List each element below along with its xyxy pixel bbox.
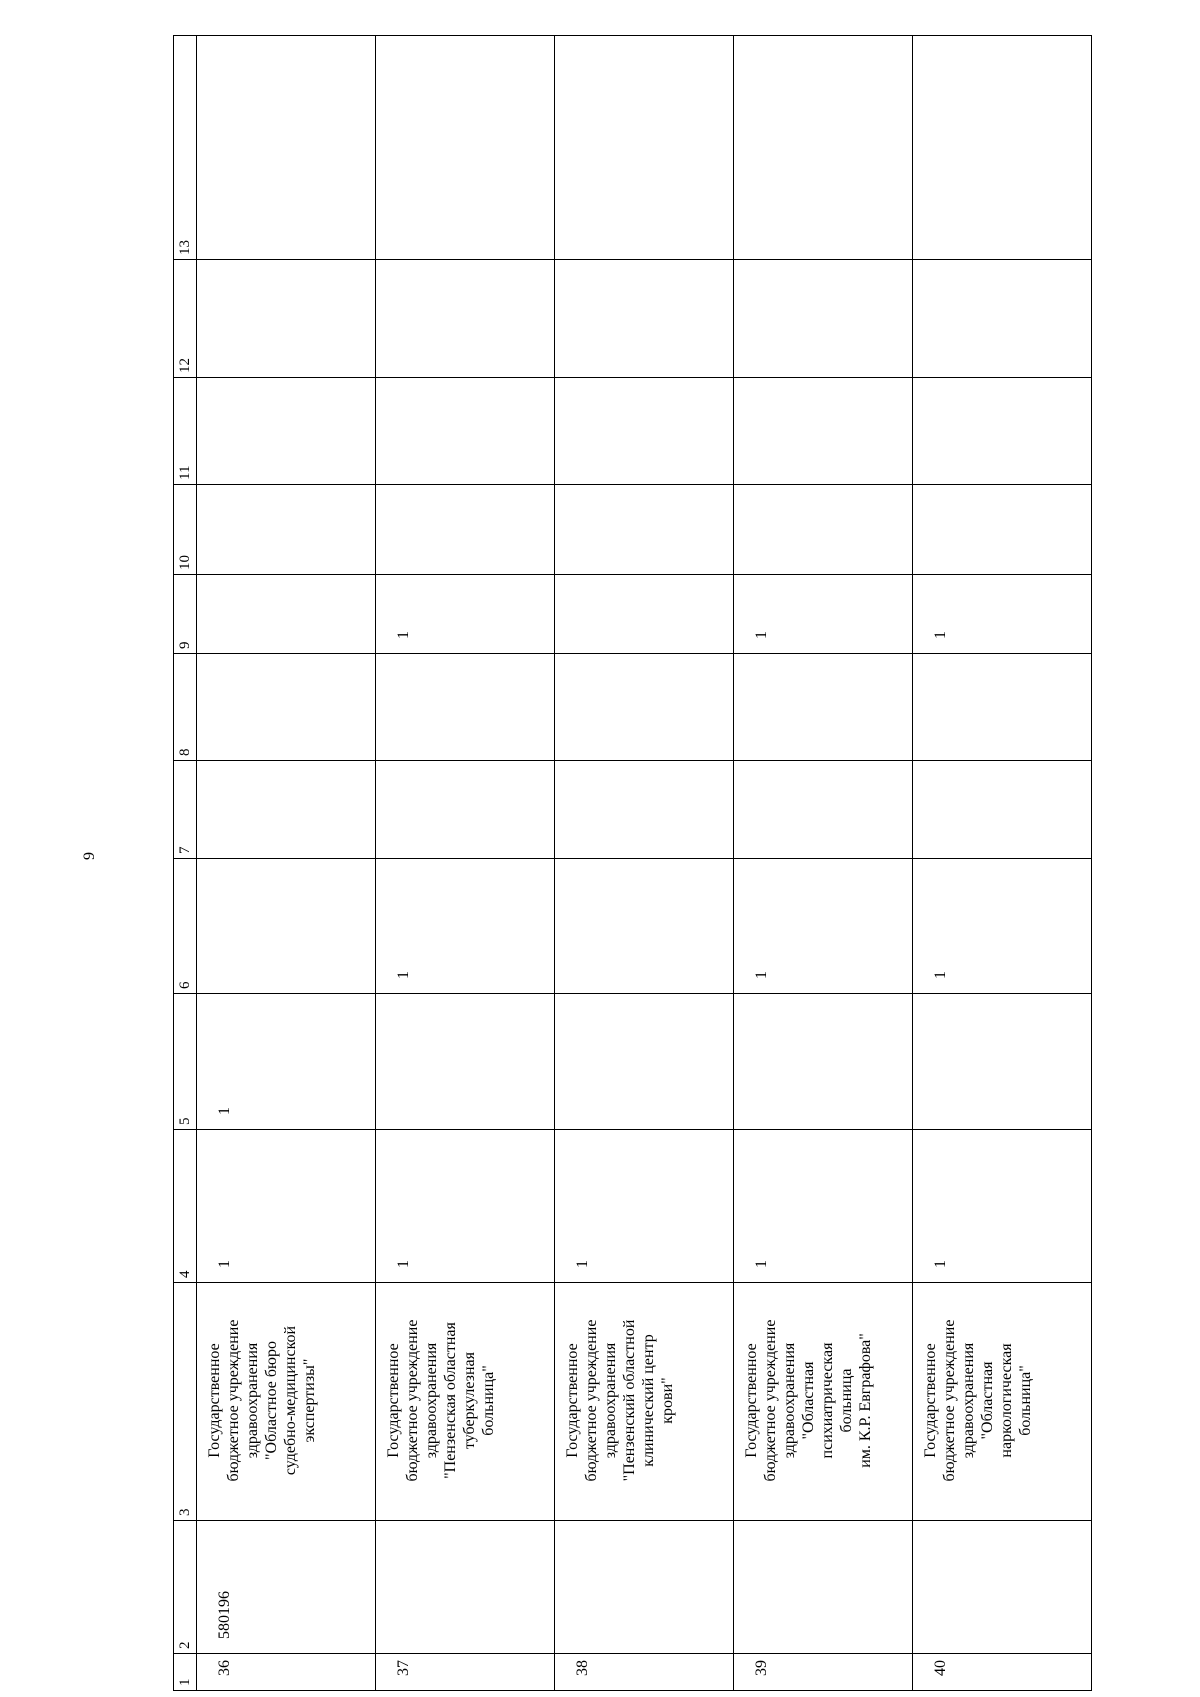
- org-name-line: "Областная: [979, 1361, 996, 1440]
- table-row: [376, 36, 555, 1691]
- row-number: 39: [734, 1654, 913, 1691]
- value-cell: [734, 994, 913, 1130]
- value-cell: 1: [913, 575, 1092, 654]
- value-cell: [376, 761, 555, 859]
- org-name-line: судебно-медицинской: [282, 1325, 299, 1476]
- value-cell: 1: [913, 859, 1092, 994]
- org-name-line: бюджетное учреждение: [762, 1319, 779, 1482]
- value-cell: [555, 761, 734, 859]
- org-name-line: Государственное: [922, 1343, 939, 1458]
- value-cell: [197, 575, 376, 654]
- value-cell: [913, 761, 1092, 859]
- org-name: [555, 1283, 734, 1521]
- data-table: [173, 35, 1092, 1691]
- org-name: [734, 1283, 913, 1521]
- value-cell: 1: [555, 1130, 734, 1283]
- org-name-line: больница: [838, 1368, 855, 1433]
- org-name-line: бюджетное учреждение: [225, 1319, 242, 1482]
- value-cell: [197, 654, 376, 761]
- value-cell: 1: [734, 1130, 913, 1283]
- org-name: [376, 1283, 555, 1521]
- org-name-line: Государственное: [385, 1343, 402, 1458]
- org-name-line: психиатрическая: [819, 1342, 836, 1459]
- column-number: 8: [174, 654, 197, 761]
- org-name-line: здравоохранения: [602, 1342, 619, 1459]
- value-cell: 1: [197, 1130, 376, 1283]
- value-cell: [376, 485, 555, 575]
- column-number-row: [174, 36, 197, 1691]
- org-name-line: здравоохранения: [244, 1342, 261, 1459]
- column-number: 5: [174, 994, 197, 1130]
- value-cell: [913, 994, 1092, 1130]
- value-cell: [734, 485, 913, 575]
- value-cell: [734, 761, 913, 859]
- column-number: 7: [174, 761, 197, 859]
- org-name-line: больница": [480, 1365, 497, 1436]
- value-cell: [197, 378, 376, 485]
- org-name-line: бюджетное учреждение: [583, 1319, 600, 1482]
- org-code: [913, 1521, 1092, 1654]
- org-name-line: "Пензенский областной: [621, 1319, 638, 1482]
- value-cell: 1: [197, 994, 376, 1130]
- column-number: 12: [174, 260, 197, 378]
- value-cell: 1: [734, 859, 913, 994]
- org-name-line: Государственное: [743, 1343, 760, 1458]
- value-cell: [913, 36, 1092, 260]
- row-number: 38: [555, 1654, 734, 1691]
- org-name-line: Государственное: [564, 1343, 581, 1458]
- org-name: [197, 1283, 376, 1521]
- org-name-line: "Областная: [800, 1361, 817, 1440]
- page-number: 9: [81, 852, 98, 860]
- org-name-line: "Областное бюро: [263, 1341, 280, 1460]
- org-name-line: больница": [1017, 1365, 1034, 1436]
- column-number: 4: [174, 1130, 197, 1283]
- value-cell: 1: [376, 1130, 555, 1283]
- row-number: 36: [197, 1654, 376, 1691]
- value-cell: [734, 654, 913, 761]
- org-name-line: бюджетное учреждение: [941, 1319, 958, 1482]
- value-cell: [734, 260, 913, 378]
- value-cell: 1: [376, 575, 555, 654]
- column-number: 13: [174, 36, 197, 260]
- column-number: 3: [174, 1283, 197, 1521]
- value-cell: [376, 994, 555, 1130]
- org-name-line: Государственное: [206, 1343, 223, 1458]
- column-number: 9: [174, 575, 197, 654]
- org-name-line: им. К.Р. Евграфова": [857, 1333, 874, 1468]
- column-number: 1: [174, 1654, 197, 1691]
- value-cell: [197, 761, 376, 859]
- org-name-line: бюджетное учреждение: [404, 1319, 421, 1482]
- value-cell: [197, 859, 376, 994]
- value-cell: 1: [913, 1130, 1092, 1283]
- column-number: 11: [174, 378, 197, 485]
- column-number: 10: [174, 485, 197, 575]
- value-cell: [555, 575, 734, 654]
- table-viewport: [173, 36, 1034, 1694]
- row-number: 37: [376, 1654, 555, 1691]
- org-name-line: экспертизы": [301, 1358, 318, 1443]
- org-code: [555, 1521, 734, 1654]
- value-cell: [913, 378, 1092, 485]
- value-cell: [376, 378, 555, 485]
- value-cell: 1: [376, 859, 555, 994]
- table-row: [555, 36, 734, 1691]
- org-name-line: здравоохранения: [960, 1342, 977, 1459]
- org-name-line: здравоохранения: [781, 1342, 798, 1459]
- value-cell: [555, 260, 734, 378]
- org-code: 580196: [197, 1521, 376, 1654]
- org-name-line: туберкулезная: [461, 1351, 478, 1450]
- org-code: [376, 1521, 555, 1654]
- rotated-table: [173, 36, 1034, 1691]
- value-cell: [376, 36, 555, 260]
- table-row: [913, 36, 1092, 1691]
- value-cell: [197, 36, 376, 260]
- column-number: 6: [174, 859, 197, 994]
- org-name-line: крови": [659, 1377, 676, 1424]
- value-cell: [555, 378, 734, 485]
- row-number: 40: [913, 1654, 1092, 1691]
- value-cell: [734, 378, 913, 485]
- org-name: [913, 1283, 1092, 1521]
- value-cell: [734, 36, 913, 260]
- value-cell: [555, 36, 734, 260]
- column-number: 2: [174, 1521, 197, 1654]
- value-cell: 1: [734, 575, 913, 654]
- value-cell: [913, 260, 1092, 378]
- value-cell: [376, 260, 555, 378]
- org-name-line: клинический центр: [640, 1334, 657, 1467]
- value-cell: [555, 859, 734, 994]
- org-name-line: наркологическая: [998, 1343, 1015, 1458]
- value-cell: [197, 485, 376, 575]
- table-row: [734, 36, 913, 1691]
- value-cell: [913, 485, 1092, 575]
- org-name-line: здравоохранения: [423, 1342, 440, 1459]
- value-cell: [555, 654, 734, 761]
- value-cell: [555, 994, 734, 1130]
- org-name-line: "Пензенская областная: [442, 1322, 459, 1479]
- value-cell: [913, 654, 1092, 761]
- value-cell: [555, 485, 734, 575]
- value-cell: [376, 654, 555, 761]
- org-code: [734, 1521, 913, 1654]
- table-row: [197, 36, 376, 1691]
- value-cell: [197, 260, 376, 378]
